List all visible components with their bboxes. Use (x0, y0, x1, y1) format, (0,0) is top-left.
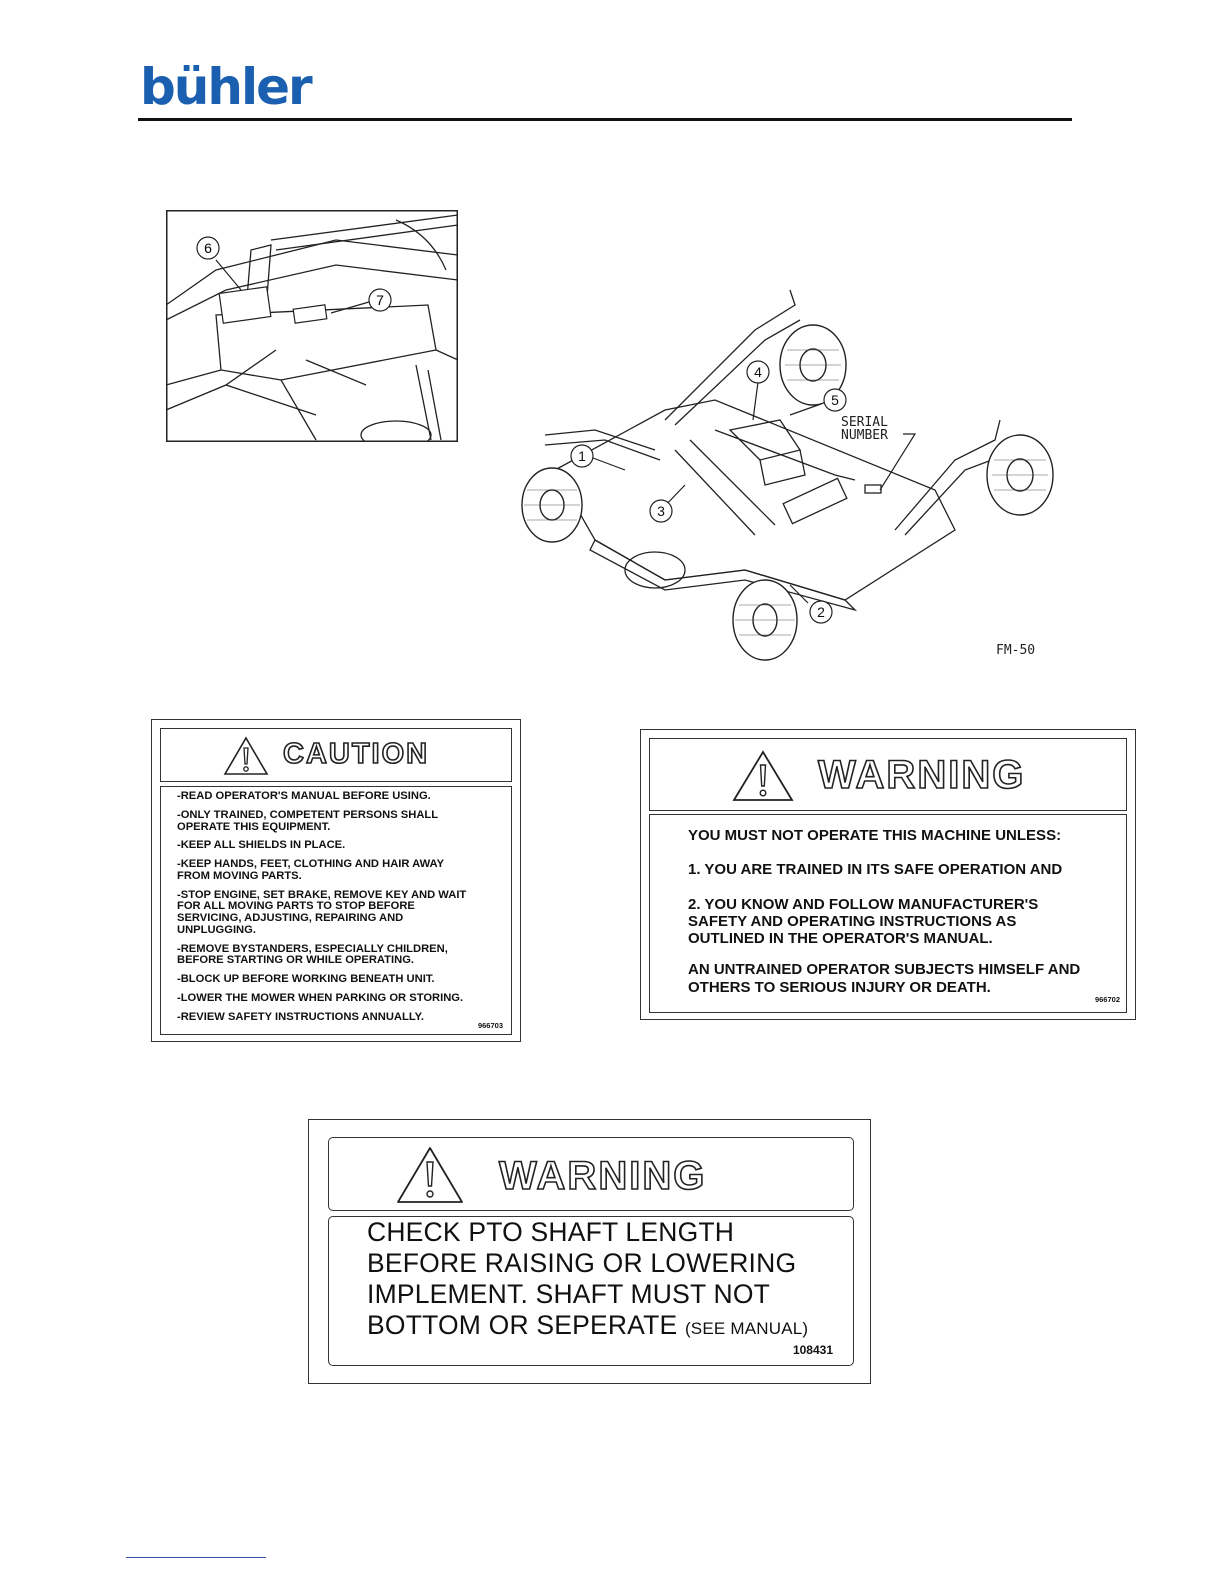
caution-item: -ONLY TRAINED, COMPETENT PERSONS SHALL OPERATE THIS EQUIPMENT. (177, 808, 439, 833)
warning-pto-title: WARNING (499, 1154, 707, 1198)
serial-label-line2: NUMBER (841, 428, 888, 443)
caution-item: -KEEP ALL SHIELDS IN PLACE. (177, 839, 346, 852)
warning-pto-part-number: 108431 (792, 1343, 833, 1357)
warning-pto-line: BOTTOM OR SEPERATE (367, 1310, 678, 1340)
warning-pto-line: BEFORE RAISING OR LOWERING (367, 1248, 797, 1278)
caution-part-number: 966703 (477, 1021, 503, 1030)
warning-pto-decal (308, 1119, 871, 1384)
mower-figure (515, 280, 1075, 670)
serial-label-line1: SERIAL (841, 415, 888, 430)
figure-id: FM-50 (996, 643, 1036, 658)
warning-pto-note: (SEE MANUAL) (684, 1319, 809, 1338)
callout-3: 3 (657, 503, 665, 519)
caution-title: CAUTION (283, 738, 430, 770)
warning-operate-body (649, 814, 1127, 1013)
mower-illustration (515, 280, 1075, 670)
caution-header (160, 728, 512, 782)
callout-6: 6 (204, 240, 212, 256)
warning-pto-line: IMPLEMENT. SHAFT MUST NOT (367, 1279, 771, 1309)
callout-4: 4 (754, 364, 762, 380)
caution-item: -READ OPERATOR'S MANUAL BEFORE USING. (177, 790, 431, 802)
warning-pto-body (328, 1216, 854, 1366)
warning-operate-line: 2. YOU KNOW AND FOLLOW MANUFACTURER'S SAFETY AND OPERATING INSTRUCTIONS AS OUTLINED IN THE OPERATOR'S MANUAL. (688, 895, 1039, 947)
caution-item: -STOP ENGINE, SET BRAKE, REMOVE KEY AND WAIT FOR ALL MOVING PARTS TO STOP BEFORE SERVICING, ADJUSTING, REPAIRING AND UNPLUGGING. (177, 888, 467, 936)
callout-2: 2 (817, 604, 825, 620)
caution-list (177, 791, 466, 1030)
warning-operate-decal (640, 729, 1136, 1020)
warning-operate-line: 1. YOU ARE TRAINED IN ITS SAFE OPERATION AND (688, 861, 1063, 879)
caution-body (160, 786, 512, 1035)
warning-operate-line: AN UNTRAINED OPERATOR SUBJECTS HIMSELF AND OTHERS TO SERIOUS INJURY OR DEATH. (688, 961, 1081, 996)
warning-pto-header (328, 1137, 854, 1211)
callout-7: 7 (376, 292, 384, 308)
footer-rule (126, 1557, 266, 1558)
warning-operate-line: YOU MUST NOT OPERATE THIS MACHINE UNLESS: (688, 827, 1062, 844)
caution-item: -REVIEW SAFETY INSTRUCTIONS ANNUALLY. (177, 1010, 424, 1023)
warning-pto-text (367, 1217, 808, 1341)
warning-pto-line: CHECK PTO SHAFT LENGTH (367, 1217, 735, 1247)
warning-triangle-icon (732, 750, 794, 802)
callout-1: 1 (578, 448, 586, 464)
callout-5: 5 (831, 392, 839, 408)
warning-operate-title: WARNING (818, 753, 1026, 797)
caution-item: -KEEP HANDS, FEET, CLOTHING AND HAIR AWAY FROM MOVING PARTS. (177, 858, 445, 882)
warning-operate-part-number: 966702 (1094, 995, 1120, 1004)
caution-decal (151, 719, 521, 1042)
warning-operate-header (649, 738, 1127, 811)
caution-item: -REMOVE BYSTANDERS, ESPECIALLY CHILDREN, BEFORE STARTING OR WHILE OPERATING. (177, 942, 448, 967)
warning-operate-text (688, 827, 1080, 996)
detail-figure (166, 210, 458, 442)
detail-illustration (166, 210, 458, 442)
buhler-logo: bühler (140, 58, 311, 116)
warning-triangle-icon (223, 736, 269, 776)
warning-triangle-icon (396, 1146, 464, 1204)
caution-item: -BLOCK UP BEFORE WORKING BENEATH UNIT. (177, 973, 435, 985)
header-rule (138, 118, 1072, 121)
caution-item: -LOWER THE MOWER WHEN PARKING OR STORING. (177, 991, 464, 1004)
